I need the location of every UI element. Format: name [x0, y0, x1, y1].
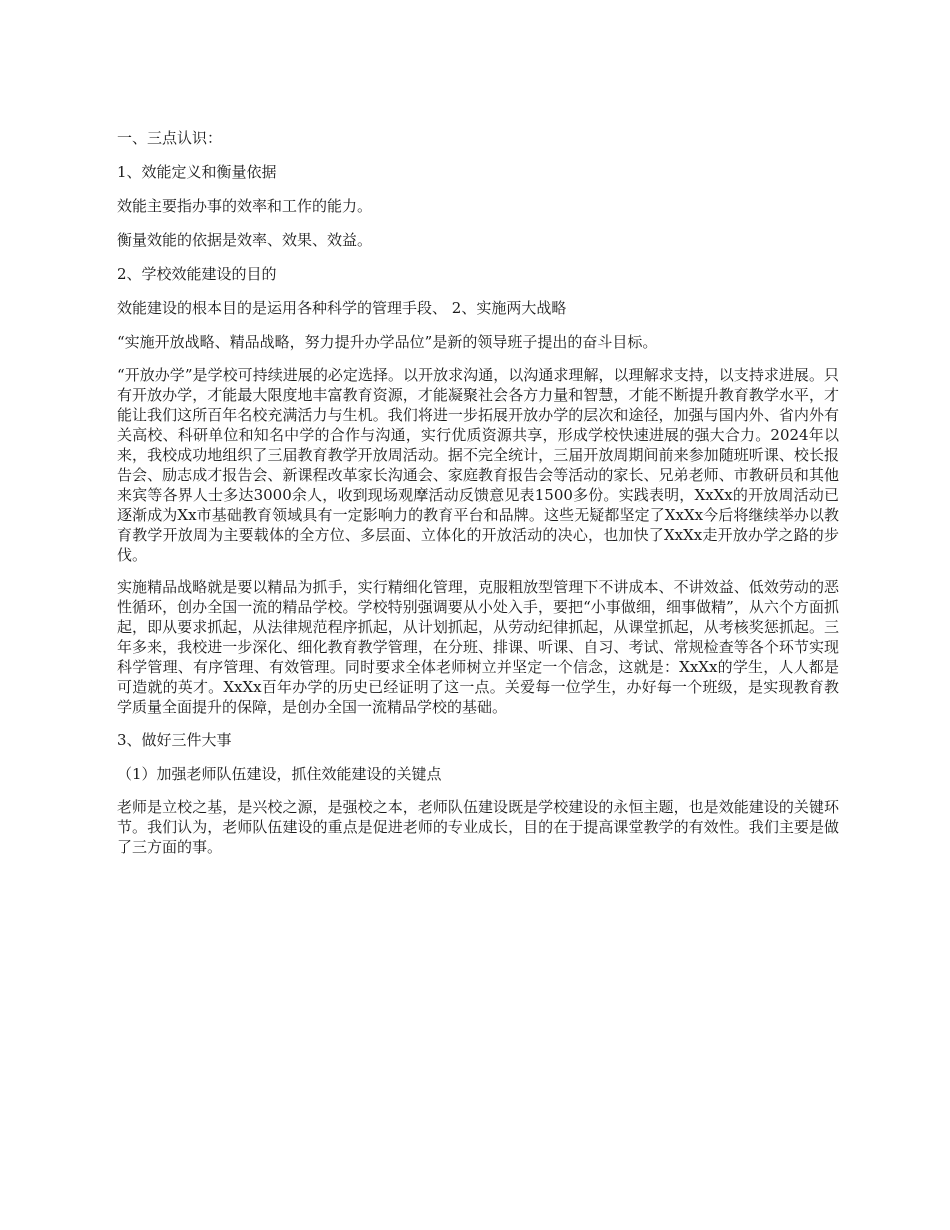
paragraph-open-schooling: “开放办学”是学校可持续进展的必定选择。以开放求沟通，以沟通求理解，以理解求支持，以支持求进展。只有开放办学，才能最大限度地丰富教育资源，才能凝聚社会各方力量和智慧，才能不断提升教育教学水平，才能让我们这所百年名校充满活力与生机。我们将进一步拓展开放办学的层次和途径，加强与国内外、省内外有关高校、科研单位和知名中学的合作与沟通，实行优质资源共享，形成学校快速进展的强大合力。2024年以来，我校成功地组织了三届教育教学开放周活动。据不完全统计，三届开放周期间前来参加随班听课、校长报告会、励志成才报告会、新课程改革家长沟通会、家庭教育报告会等活动的家长、兄弟老师、市教研员和其他来宾等各界人士多达3000余人，收到现场观摩活动反馈意见表1500多份。实践表明，XxXx的开放周活动已逐渐成为Xx市基础教育领域具有一定影响力的教育平台和品牌。这些无疑都坚定了XxXx今后将继续举办以教育教学开放周为主要载体的全方位、多层面、立体化的开放活动的决心，也加快了XxXx走开放办学之路的步伐。	[117, 366, 839, 564]
section-heading-three-points: 一、三点认识：	[117, 129, 223, 147]
paragraph-efficiency-measure: 衡量效能的依据是效率、效果、效益。	[117, 231, 373, 249]
paragraph-strategy-goal: “实施开放战略、精品战略，努力提升办学品位”是新的领导班子提出的奋斗目标。	[117, 333, 658, 351]
paragraph-teacher-team: 老师是立校之基，是兴校之源，是强校之本，老师队伍建设既是学校建设的永恒主题，也是效能建设的关键环节。我们认为，老师队伍建设的重点是促进老师的专业成长，目的在于提高课堂教学的有效性。我们主要是做了三方面的事。	[117, 798, 839, 856]
subheading-efficiency-definition: 1、效能定义和衡量依据	[117, 163, 277, 181]
paragraph-efficiency-definition: 效能主要指办事的效率和工作的能力。	[117, 197, 373, 215]
subheading-school-efficiency-purpose: 2、学校效能建设的目的	[117, 265, 277, 283]
document-body	[117, 127, 839, 857]
subheading-three-major-tasks: 3、做好三件大事	[117, 731, 232, 749]
paragraph-purpose: 效能建设的根本目的是运用各种科学的管理手段、 2、实施两大战略	[117, 299, 567, 317]
subheading-teacher-team-building: （1）加强老师队伍建设，抓住效能建设的关键点	[117, 765, 442, 783]
paragraph-quality-strategy: 实施精品战略就是要以精品为抓手，实行精细化管理，克服粗放型管理下不讲成本、不讲效益、低效劳动的恶性循环，创办全国一流的精品学校。学校特别强调要从小处入手，要把“小事做细，细事做精”，从六个方面抓起，即从要求抓起，从法律规范程序抓起，从计划抓起，从劳动纪律抓起，从课堂抓起，从考核奖惩抓起。三年多来，我校进一步深化、细化教育教学管理，在分班、排课、听课、自习、考试、常规检查等各个环节实现科学管理、有序管理、有效管理。同时要求全体老师树立并坚定一个信念，这就是：XxXx的学生，人人都是可造就的英才。XxXx百年办学的历史已经证明了这一点。关爱每一位学生，办好每一个班级，是实现教育教学质量全面提升的保障，是创办全国一流精品学校的基础。	[117, 578, 839, 716]
